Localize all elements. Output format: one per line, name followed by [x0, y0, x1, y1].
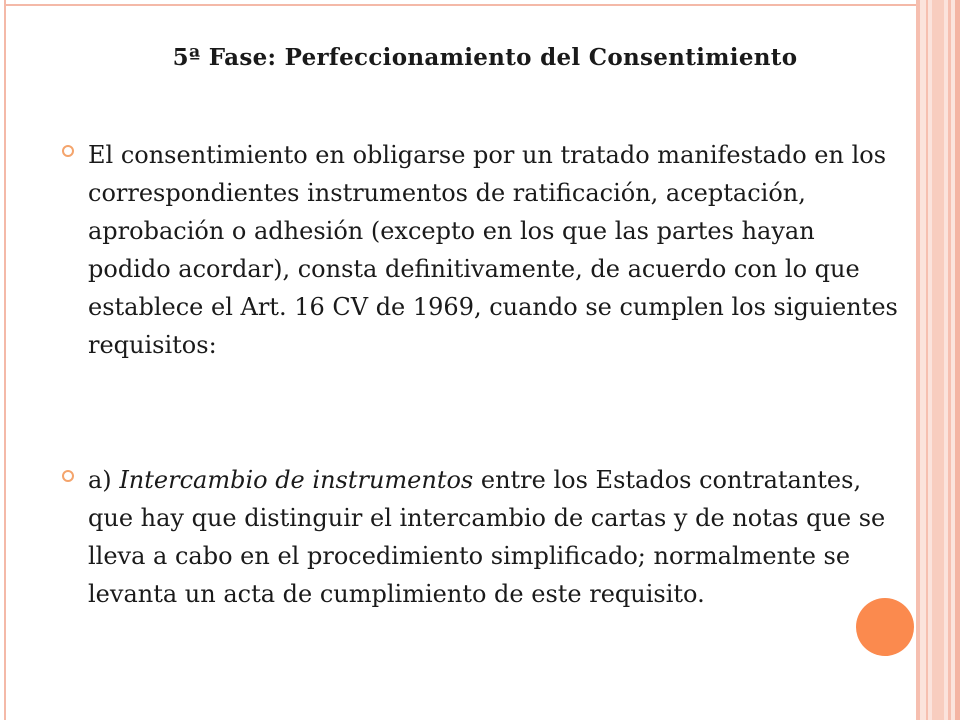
- bullet-prefix: a): [88, 466, 120, 494]
- stripe: [948, 0, 951, 720]
- bullet-circle-icon: [62, 145, 74, 157]
- stripe: [955, 0, 960, 720]
- bullet-circle-icon: [62, 470, 74, 482]
- stripe: [916, 0, 920, 720]
- decorative-orange-circle: [856, 598, 914, 656]
- stripe: [932, 0, 944, 720]
- frame-left-line: [4, 0, 6, 720]
- frame-top-line: [4, 4, 920, 6]
- stripe: [926, 0, 928, 720]
- bullet-item: [62, 136, 902, 364]
- slide-title: 5ª Fase: Perfeccionamiento del Consentimiento: [172, 44, 798, 71]
- bullet-rest: entre los Estados contratantes, que hay que distinguir el intercambio de cartas y de notas que se lleva a cabo en el procedimiento simplificado; normalmente se levanta un acta de cumplimiento de este requisito.: [88, 466, 886, 608]
- bullet-italic-term: Intercambio de instrumentos: [119, 466, 474, 494]
- bullet-text: El consentimiento en obligarse por un tratado manifestado en los correspondientes instrumentos de ratificación, aceptación, aprobación o adhesión (excepto en los que las partes hayan podido acordar), consta definitivamente, de acuerdo con lo que establece el Art. 16 CV de 1969, cuando se cumplen los siguientes requisitos:: [88, 141, 898, 359]
- bullet-item: [62, 461, 902, 613]
- bullet-text: [88, 461, 902, 613]
